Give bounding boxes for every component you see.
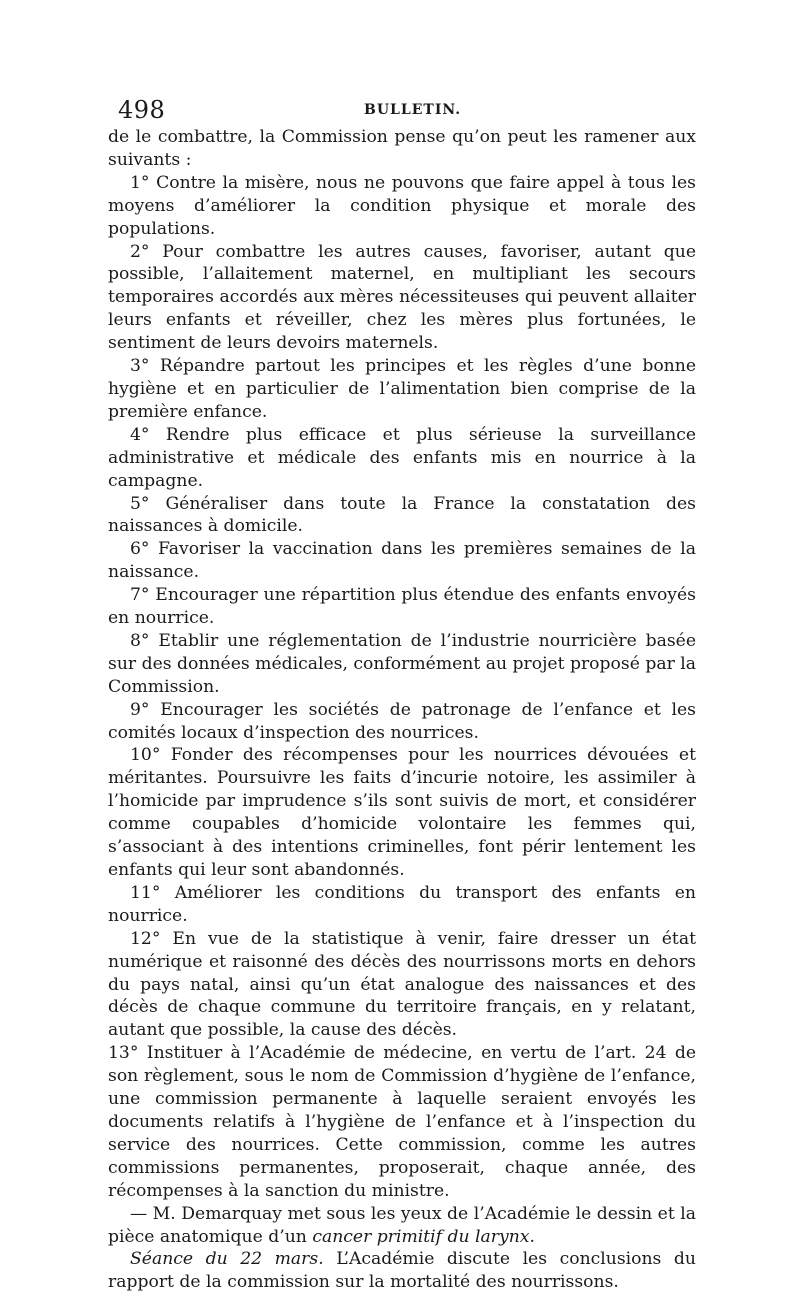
seance-date: Séance du 22 mars. xyxy=(130,1249,324,1270)
demarquay-italic: cancer primitif du larynx xyxy=(312,1226,530,1247)
paragraph-item-8: 8° Etablir une réglementation de l’industrie nourricière basée sur des données médicales, conformément au projet proposé par la Commission. xyxy=(108,630,697,697)
paragraph-item-5: 5° Généraliser dans toute la France la constatation des naissances à domicile. xyxy=(108,493,696,537)
paragraph-item-13: 13° Instituer à l’Académie de médecine, en vertu de l’art. 24 de son règlement, sous le nom de Commission d’hygiène de l’enfance, une commission permanente à laquelle seraient envoyés les documents relatifs à l’hygiène de l’enfance et à l’inspection du service des nourrices. Cette commission, comme les autres commissions permanentes, proposerait, chaque année, des récompenses à la sanction du ministre. xyxy=(108,1043,696,1201)
paragraph-demarquay xyxy=(108,1203,696,1249)
page-number: 498 xyxy=(118,96,166,124)
paragraph-item-11: 11° Améliorer les conditions du transport des enfants en nourrice. xyxy=(108,882,696,926)
demarquay-end: . xyxy=(529,1226,535,1247)
paragraph-item-6: 6° Favoriser la vaccination dans les premières semaines de la naissance. xyxy=(108,539,696,583)
running-title: BULLETIN. xyxy=(364,102,462,118)
paragraph-item-10: 10° Fonder des récompenses pour les nourrices dévouées et méritantes. Poursuivre les faits d’incurie notoire, les assimiler à l’homicide par imprudence s’ils sont suivis de mort, et considérer comme coupables d’homicide volontaire les femmes qui, s’associant à des intentions criminelles, font périr lentement les enfants qui leur sont abandonnés. xyxy=(108,745,696,880)
paragraph-item-12: 12° En vue de la statistique à venir, faire dresser un état numérique et raisonné des décès des nourrissons morts en dehors du pays natal, ainsi qu’un état analogue des naissances et des décès de chaque commune du territoire français, en y relatant, autant que possible, la cause des décès. xyxy=(108,928,696,1041)
paragraph-item-9: 9° Encourager les sociétés de patronage de l’enfance et les comités locaux d’inspection des nourrices. xyxy=(108,699,696,743)
paragraph-seance xyxy=(108,1248,696,1294)
paragraph-item-1: 1° Contre la misère, nous ne pouvons que faire appel à tous les moyens d’améliorer la condition physique et morale des populations. xyxy=(108,172,696,239)
paragraph-item-4: 4° Rendre plus efficace et plus sérieuse la surveillance administrative et médicale des enfants mis en nourrice à la campagne. xyxy=(108,424,696,491)
page-header xyxy=(118,96,696,126)
demarquay-text: — M. Demarquay met sous les yeux de l’Académie le dessin et la pièce anatomique d’un xyxy=(108,1203,696,1247)
paragraph-intro: de le combattre, la Commission pense qu’on peut les ramener aux suivants : xyxy=(108,127,696,170)
seance-text: L’Académie discute les conclusions du rapport de la commission sur la mortalité des nourrissons. xyxy=(108,1249,696,1293)
paragraph-item-3: 3° Répandre partout les principes et les règles d’une bonne hygiène et en particulier de l’alimentation bien comprise de la première enfance. xyxy=(108,356,696,422)
paragraph-item-2: 2° Pour combattre les autres causes, favoriser, autant que possible, l’allaitement maternel, en multipliant les secours temporaires accordés aux mères nécessiteuses qui peuvent allaiter leurs enfants et réveiller, chez les mères plus fortunées, le sentiment de leurs devoirs maternels. xyxy=(108,241,696,354)
body-text xyxy=(108,126,696,1294)
paragraph-item-7: 7° Encourager une répartition plus étendue des enfants envoyés en nourrice. xyxy=(108,585,696,629)
